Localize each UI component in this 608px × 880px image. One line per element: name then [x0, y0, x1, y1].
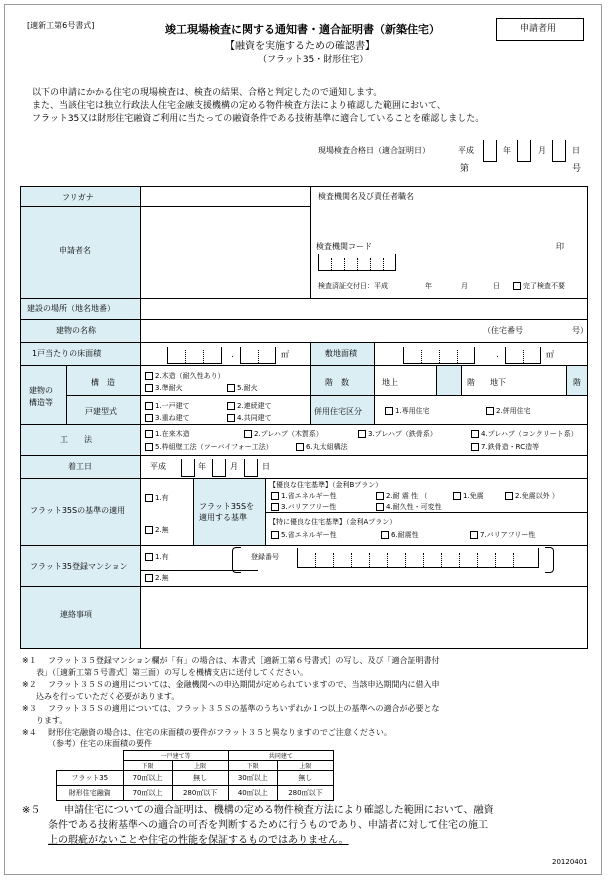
contact-field[interactable]	[141, 587, 587, 648]
inspector-month: 月	[461, 282, 468, 290]
start-year-field[interactable]	[181, 459, 195, 477]
option-label: 1.専用住宅	[395, 407, 430, 415]
checkbox-icon	[271, 503, 279, 511]
type-option-1[interactable]	[145, 402, 190, 411]
checkbox-icon	[513, 282, 521, 290]
applicant-name-label: 申請者名	[59, 246, 91, 255]
flat35s-no[interactable]	[145, 526, 169, 535]
type-option-4[interactable]	[227, 414, 272, 423]
heiyo-option-1[interactable]	[385, 407, 430, 416]
note-3-mark: ※３	[22, 704, 37, 713]
option-label: 4.プレハブ（コンクリート系）	[481, 430, 578, 438]
rule	[265, 478, 266, 545]
option-label: 2.耐 震 性 （	[386, 492, 428, 500]
koho-option-6[interactable]	[296, 443, 348, 452]
rule	[193, 478, 194, 545]
divider	[459, 553, 460, 567]
note-1-b: 表」（［適新工第５号書式］第三面）の写しを機構支店に送付してください。	[36, 668, 308, 677]
koho-option-3[interactable]	[358, 430, 437, 439]
cell: 40㎡以上	[228, 786, 277, 801]
issue-year: 年	[503, 146, 511, 155]
table-corner	[57, 751, 124, 771]
note-4-a: 財形住宅融資の場合は、住宅の床面積の要件がフラット３５と異なりますのでご注意ください。	[48, 728, 392, 737]
mansion-yes[interactable]	[145, 553, 169, 562]
heiyo-option-2[interactable]	[486, 407, 531, 416]
checkbox-icon	[145, 372, 153, 380]
checkbox-icon	[145, 526, 153, 534]
checkbox-icon	[505, 492, 513, 500]
divider	[523, 350, 524, 363]
issue-month: 月	[538, 146, 546, 155]
kai-suffix-2: 階	[573, 378, 581, 387]
divider	[441, 553, 442, 567]
b-option-2-sub2[interactable]	[505, 492, 559, 501]
inspector-year: 年	[425, 282, 432, 290]
row-name: フラット35	[57, 771, 124, 786]
inspector-code-label: 検査機関コード	[316, 242, 372, 251]
divider	[344, 258, 345, 270]
table-row	[57, 771, 334, 786]
divider	[423, 553, 424, 567]
option-label: 5.省エネルギー性	[281, 531, 337, 539]
page-subtitle2: （フラット35・財形住宅）	[258, 55, 369, 65]
checkbox-icon	[271, 492, 279, 500]
type-option-3[interactable]	[145, 414, 190, 423]
divider	[333, 553, 334, 567]
checkbox-icon	[145, 443, 153, 451]
cell: 無し	[277, 771, 333, 786]
cell: 無し	[172, 771, 228, 786]
intro-line-2: また、当該住宅は独立行政法人住宅金融支援機構の定める物件検査方法により確認した範囲において、	[32, 101, 446, 111]
version-label: 20120401	[552, 858, 588, 866]
rule	[20, 545, 588, 546]
site-area-unit: ㎡	[546, 350, 554, 359]
cell: 30㎡以上	[228, 771, 277, 786]
option-label: 1.有	[155, 553, 169, 561]
rule	[374, 342, 375, 424]
rule	[66, 395, 588, 396]
note-5-mark: ※５	[22, 805, 41, 816]
location-label: 建設の場所（地名地番）	[27, 304, 115, 313]
checkbox-icon	[376, 503, 384, 511]
start-day-field[interactable]	[244, 459, 258, 477]
rule	[461, 365, 462, 395]
option-label: 2.併用住宅	[496, 407, 531, 415]
divider	[513, 553, 514, 567]
inspector-day: 日	[493, 282, 500, 290]
structure-group-label-2: 構造等	[29, 398, 53, 407]
note-2-b: 込みを行っていただく必要があります。	[36, 692, 180, 701]
option-label: 2.プレハブ（木質系）	[254, 430, 323, 438]
option-label: 5.耐火	[237, 384, 258, 392]
checkbox-icon	[271, 531, 279, 539]
option-label: 5.枠組壁工法（ツーバイフォー工法）	[155, 443, 273, 451]
site-area-label: 敷地面積	[325, 349, 357, 358]
option-label: 2.連続建て	[237, 402, 272, 410]
inspector-date-label: 検査済証交付日：平成	[318, 282, 388, 290]
option-label: 3.重ね建て	[155, 414, 190, 422]
note-5-c: 上の瑕疵がないことや住宅の性能を保証するものではありません。	[48, 835, 349, 846]
issue-date-label: 現場検査合格日（適合証明日）	[318, 146, 430, 155]
divider	[457, 350, 458, 363]
option-label: 1.省エネルギー性	[281, 492, 337, 500]
cell: 70㎡以上	[123, 771, 172, 786]
type-option-2[interactable]	[227, 402, 272, 411]
checkbox-icon	[227, 414, 235, 422]
option-label: 2.無	[155, 526, 169, 534]
bg	[193, 479, 265, 545]
koho-option-1[interactable]	[145, 430, 190, 439]
issue-day-field[interactable]	[552, 140, 566, 162]
rule	[20, 455, 588, 456]
rule	[66, 365, 67, 424]
divider	[421, 350, 422, 363]
note-4-b: （参考）住宅の床面積の要件	[48, 739, 152, 748]
floor-area-dot: .	[231, 350, 234, 360]
rule	[20, 319, 588, 320]
checkbox-icon	[486, 407, 494, 415]
rule	[265, 512, 588, 513]
checkbox-icon	[145, 574, 153, 582]
a-option-5[interactable]	[271, 531, 337, 540]
divider	[315, 553, 316, 567]
checkbox-icon	[145, 494, 153, 502]
option-label: 3.準耐火	[155, 384, 183, 392]
furigana-label: フリガナ	[62, 193, 94, 202]
copy-label-box	[496, 18, 584, 41]
checkbox-icon	[145, 553, 153, 561]
table-row	[57, 786, 334, 801]
flat35s-yes[interactable]	[145, 494, 169, 503]
koho-option-7[interactable]	[471, 443, 539, 452]
issue-day: 日	[572, 146, 580, 155]
option-label: 7.鉄骨造・RC造等	[481, 443, 540, 451]
divider	[258, 350, 259, 363]
flat35s-applied-label-1: フラット35Sを	[199, 502, 255, 511]
building-name-label: 建物の名称	[56, 326, 96, 335]
option-label: 1.一戸建て	[155, 402, 190, 410]
checkbox-icon	[296, 443, 304, 451]
b-option-2-sub1[interactable]	[453, 492, 484, 501]
option-label: 2.免震以外 ）	[515, 492, 559, 500]
a-plan-title: 【特に優良な住宅基準】（金利Aプラン）	[269, 518, 397, 526]
mansion-no[interactable]	[145, 574, 169, 583]
option-label: 1.免震	[463, 492, 484, 500]
checkbox-icon	[453, 492, 461, 500]
rule	[566, 365, 567, 395]
checkbox-icon	[471, 443, 479, 451]
form-code: [適新工第6号書式]	[27, 21, 95, 30]
option-label: 7.バリアフリー性	[480, 531, 536, 539]
divider	[495, 553, 496, 567]
note-5-a: 申請住宅についての適合証明は、機構の定める物件検査方法により確認した範囲において、融資	[64, 805, 494, 816]
contact-label: 連絡事項	[60, 610, 92, 619]
note-5-b: 条件である技術基準への適合の可否を判断するために行うものであり、申請者に対して住宅の施工	[48, 820, 488, 831]
divider	[185, 350, 186, 363]
rule	[20, 206, 310, 207]
koho-option-4[interactable]	[471, 430, 578, 439]
kozo-option-fire[interactable]	[227, 384, 258, 393]
checkbox-icon	[385, 407, 393, 415]
koho-option-5[interactable]	[145, 443, 273, 452]
note-2-mark: ※２	[22, 680, 37, 689]
divider	[357, 258, 358, 270]
reg-no-label: 登録番号	[251, 553, 279, 561]
kozo-option-semi-fire[interactable]	[145, 384, 183, 393]
divider	[439, 350, 440, 363]
b-option-4[interactable]	[376, 503, 442, 512]
divider	[331, 258, 332, 270]
intro-line-3: フラット35又は財形住宅融資ご利用に当たっての融資条件である技術基準に適合していることを確認しました。	[32, 114, 485, 124]
option-label: 4.耐久性・可変性	[386, 503, 442, 511]
checkbox-icon	[145, 430, 153, 438]
inspector-label: 検査機関名及び責任者職名	[318, 192, 414, 201]
rule	[436, 365, 437, 395]
checkbox-icon	[145, 402, 153, 410]
chijo-label: 地上	[382, 378, 398, 387]
rule	[20, 298, 588, 299]
site-area-dot: .	[496, 350, 499, 360]
note-3-b: ります。	[36, 716, 68, 725]
type-label: 戸建型式	[85, 407, 117, 416]
rule	[310, 342, 311, 424]
checkbox-icon	[376, 492, 384, 500]
start-year: 年	[198, 462, 206, 471]
table-group-1: 一戸建て等	[123, 751, 228, 761]
table-upper-1: 上限	[172, 761, 228, 771]
complete-label: 完了検査不要	[523, 282, 565, 290]
flat35s-applied-label-2: 適用する基準	[199, 513, 247, 522]
checkbox-icon	[470, 531, 478, 539]
note-1-a: フラット３５登録マンション欄が「有」の場合は、本書式［適新工第６号書式］の写し、及び「適合証明書付	[48, 656, 440, 665]
chika-label: 地下	[490, 378, 506, 387]
b-option-1[interactable]	[271, 492, 337, 501]
divider	[405, 553, 406, 567]
floor-area-table	[56, 750, 334, 801]
floor-area-unit: ㎡	[281, 350, 289, 359]
divider	[370, 258, 371, 270]
seal-mark: 印	[556, 242, 564, 251]
rule	[140, 186, 141, 649]
house-no-open: （住宅番号	[483, 326, 523, 335]
option-label: 3.プレハブ（鉄骨系）	[368, 430, 437, 438]
koho-label: 工 法	[60, 435, 92, 444]
divider	[383, 258, 384, 270]
issue-go: 号	[572, 164, 582, 174]
issue-month-field[interactable]	[517, 140, 531, 162]
option-label: 2.無	[155, 574, 169, 582]
b-option-2[interactable]	[376, 492, 427, 501]
cell: 280㎡以下	[172, 786, 228, 801]
rule	[20, 424, 588, 425]
kaisu-label: 階 数	[325, 378, 349, 387]
floor-area-field[interactable]	[167, 347, 222, 364]
divider	[203, 350, 204, 363]
note-4-mark: ※４	[22, 728, 37, 737]
note-3-a: フラット３５Ｓの適用については、フラット３５Ｓの基準のうちいずれか１つ以上の基準への適合が必要とな	[48, 704, 440, 713]
b-plan-title: 【優良な住宅基準】（金利Bプラン）	[269, 481, 383, 489]
start-month: 月	[230, 462, 238, 471]
cell: 280㎡以下	[277, 786, 333, 801]
divider	[477, 553, 478, 567]
option-label: 6.耐震性	[391, 531, 419, 539]
table-upper-2: 上限	[277, 761, 333, 771]
checkbox-icon	[145, 414, 153, 422]
flat35s-label: フラット35Sの基準の適用	[30, 506, 126, 515]
start-era: 平成	[150, 462, 166, 471]
b-option-3[interactable]	[271, 503, 336, 512]
floor-area-label: 1戸当たりの床面積	[32, 349, 102, 358]
issue-year-field[interactable]	[483, 140, 497, 162]
reg-bracket-left	[232, 547, 241, 573]
a-option-6[interactable]	[381, 531, 419, 540]
a-option-7[interactable]	[470, 531, 535, 540]
intro-line-1: 以下の申請にかかる住宅の現場検査は、検査の結果、合格と判定したので通知します。	[32, 88, 383, 98]
checkbox-icon	[227, 402, 235, 410]
divider	[351, 553, 352, 567]
option-label: 2.木造（耐久性あり）	[155, 372, 225, 380]
structure-group-label-1: 建物の	[29, 386, 53, 395]
checkbox-icon	[244, 430, 252, 438]
rule	[20, 478, 588, 479]
rule	[310, 186, 311, 298]
reg-bracket-right	[545, 547, 554, 573]
bg	[436, 366, 461, 395]
mansion-label: フラット35登録マンション	[30, 562, 128, 571]
option-label: 1.在来木造	[155, 430, 190, 438]
page-title: 竣工現場検査に関する通知書・適合証明書（新築住宅）	[165, 23, 440, 36]
checkbox-icon	[227, 384, 235, 392]
issue-era: 平成	[458, 146, 474, 155]
start-date-label: 着工日	[68, 462, 92, 471]
table-group-2: 共同建て	[228, 751, 333, 761]
divider	[387, 553, 388, 567]
rule	[20, 365, 588, 366]
checkbox-icon	[358, 430, 366, 438]
checkbox-icon	[381, 531, 389, 539]
table-lower-1: 下限	[123, 761, 172, 771]
kai-suffix: 階	[467, 378, 475, 387]
cell: 70㎡以上	[123, 786, 172, 801]
kozo-label: 構 造	[91, 378, 115, 387]
start-day: 日	[262, 462, 270, 471]
house-no-close: 号）	[572, 326, 588, 335]
koho-option-2[interactable]	[244, 430, 323, 439]
row-name: 財形住宅融資	[57, 786, 124, 801]
start-month-field[interactable]	[212, 459, 226, 477]
issue-dai: 第	[460, 164, 470, 174]
divider	[369, 553, 370, 567]
option-label: 3.バリアフリー性	[281, 503, 337, 511]
heiyo-label: 併用住宅区分	[314, 407, 362, 416]
checkbox-icon	[471, 430, 479, 438]
copy-label: 申請者用	[520, 24, 557, 34]
complete-checkbox[interactable]	[513, 282, 565, 291]
note-2-a: フラット３５Ｓの適用については、金融機関への申込期間が定められていますので、当該申込期間内に借入申	[48, 680, 440, 689]
rule	[20, 342, 588, 343]
page-subtitle: 【融資を実施するための確認書】	[225, 41, 375, 52]
note-1-mark: ※１	[22, 656, 37, 665]
table-lower-2: 下限	[228, 761, 277, 771]
option-label: 4.共同建て	[237, 414, 272, 422]
kozo-option-wood[interactable]	[145, 372, 225, 381]
option-label: 6.丸太組構法	[306, 443, 348, 451]
option-label: 1.有	[155, 494, 169, 502]
checkbox-icon	[145, 384, 153, 392]
